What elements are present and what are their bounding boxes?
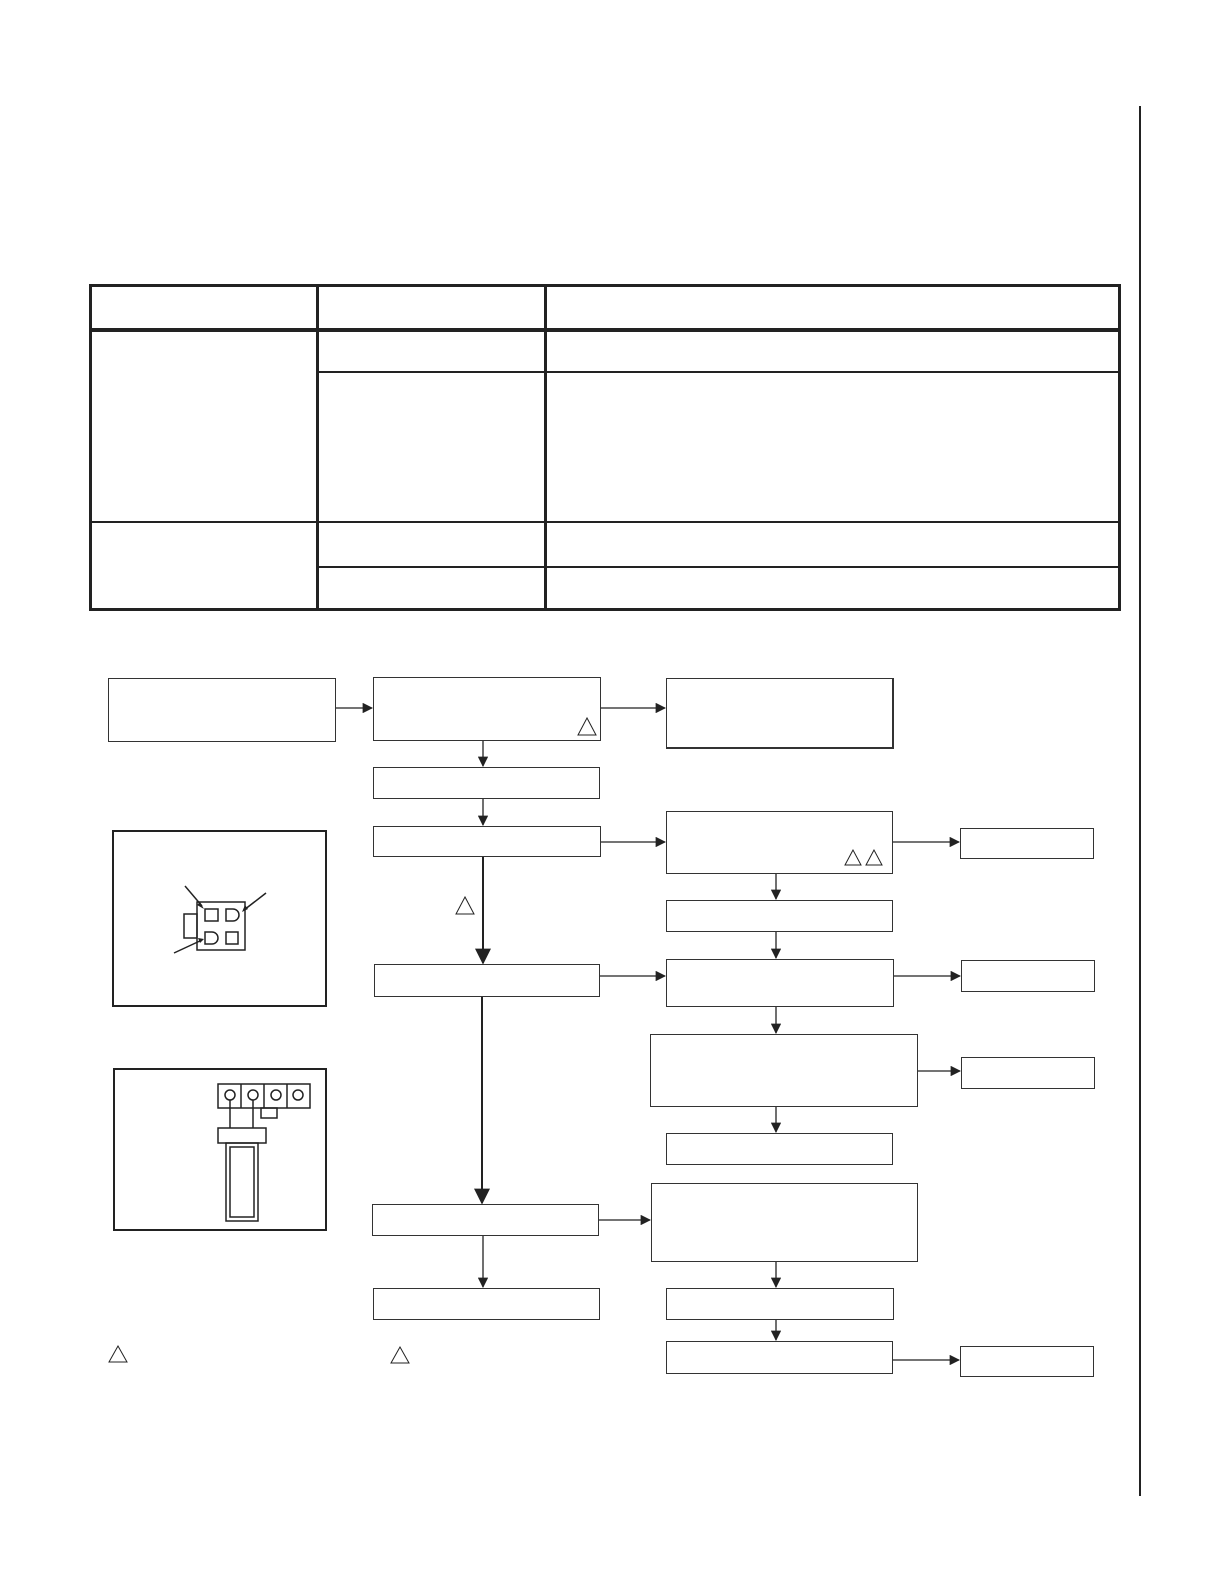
caution-triangle [845, 850, 861, 865]
caution-triangle [391, 1347, 409, 1363]
caution-triangle [456, 897, 474, 914]
caution-triangle [578, 718, 596, 735]
caution-triangle [866, 850, 882, 865]
caution-triangle [109, 1346, 127, 1362]
